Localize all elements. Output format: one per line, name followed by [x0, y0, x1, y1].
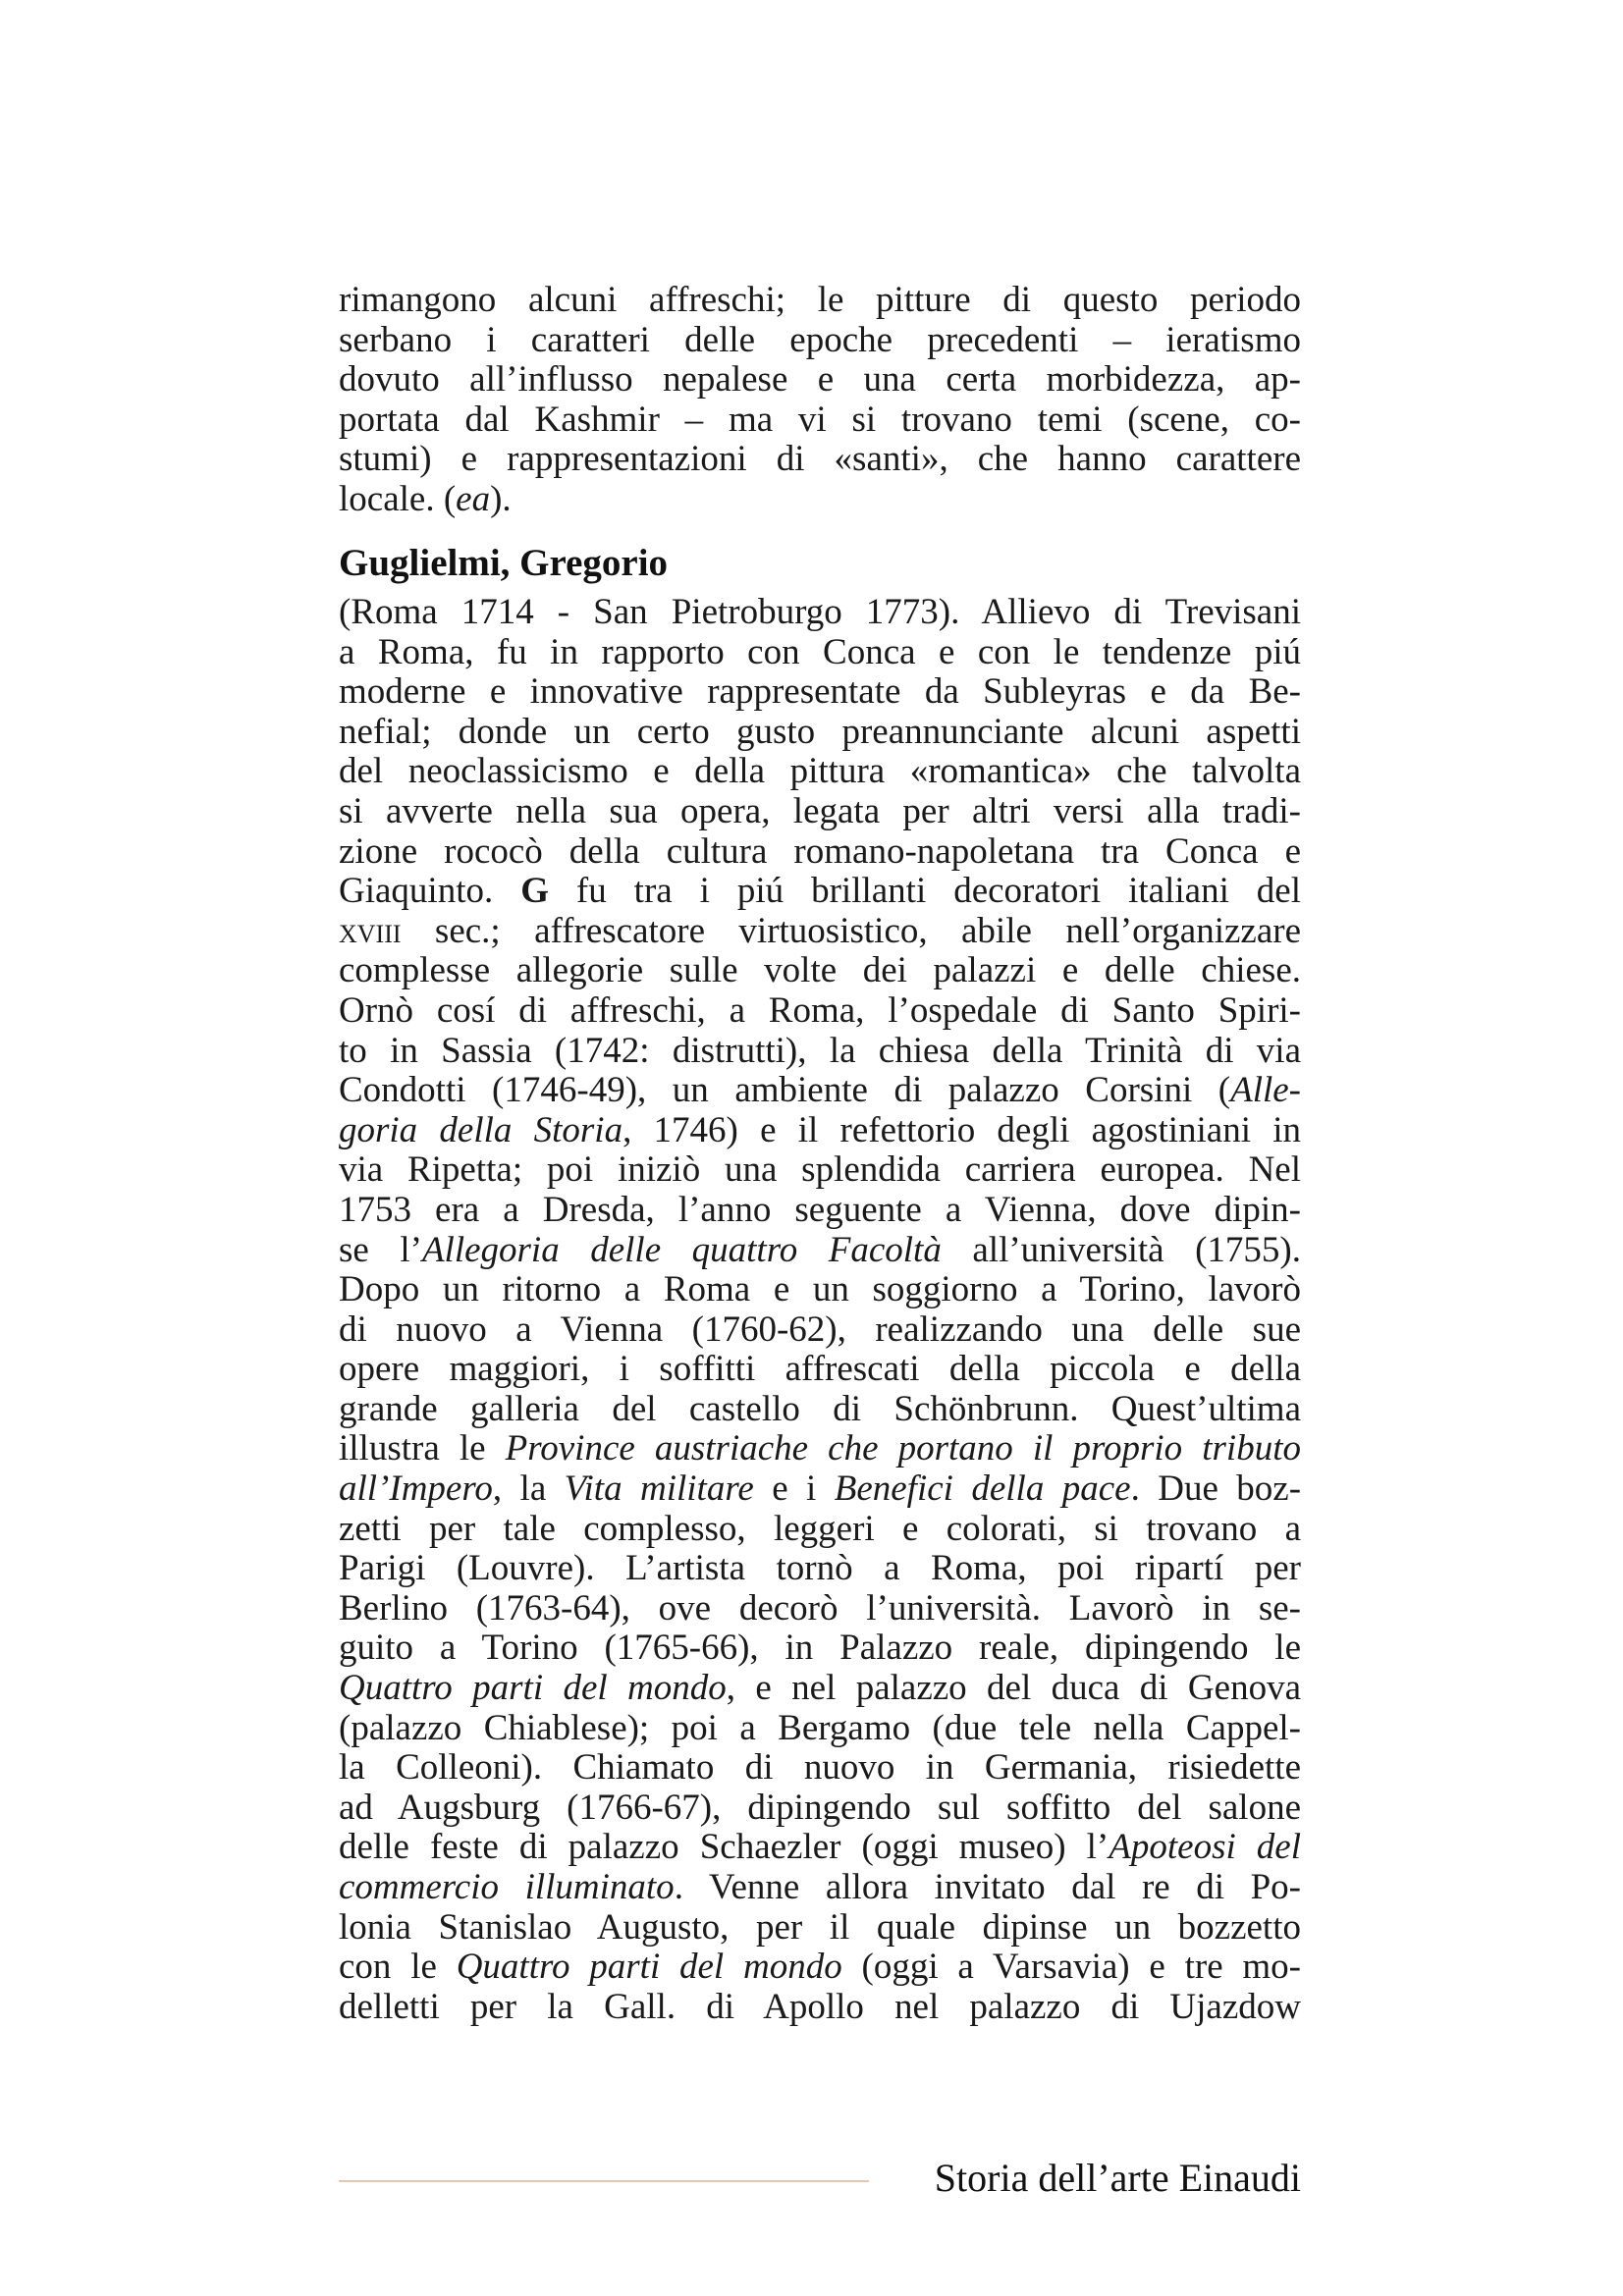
text-line: ad Augsburg (1766-67), dipingendo sul soffitto del salone — [339, 1787, 1301, 1828]
text-line: illustra le Province austriache che portano il proprio tributo — [339, 1428, 1301, 1469]
text-line: la Colleoni). Chiamato di nuovo in Germania, risiedette — [339, 1747, 1301, 1789]
text-line: opere maggiori, i soffitti affrescati della piccola e della — [339, 1349, 1301, 1390]
text-line: rimangono alcuni affreschi; le pitture di questo periodo — [339, 280, 1301, 320]
text-line: (Roma 1714 - San Pietroburgo 1773). Allievo di Trevisani — [339, 592, 1301, 632]
text-line: commercio illuminato. Venne allora invitato dal re di Po- — [339, 1867, 1301, 1907]
text-line: Parigi (Louvre). L’artista tornò a Roma, poi ripartí per — [339, 1548, 1301, 1589]
text-line: Giaquinto. G fu tra i piú brillanti decoratori italiani del — [339, 871, 1302, 912]
entry-body — [339, 593, 1301, 2027]
text-line: si avverte nella sua opera, legata per altri versi alla tradi- — [339, 790, 1301, 831]
text-line: Berlino (1763-64), ove decorò l’università. Lavorò in se- — [339, 1587, 1301, 1629]
entry-title: Guglielmi, Gregorio — [339, 542, 669, 584]
text-line: locale. (ea). — [339, 478, 512, 519]
text-line: zione rococò della cultura romano-napoletana tra Conca e — [339, 830, 1301, 872]
text-line: goria della Storia, 1746) e il refettorio degli agostiniani in — [339, 1109, 1301, 1150]
text-line: lonia Stanislao Augusto, per il quale dipinse un bozzetto — [339, 1906, 1301, 1948]
text-line: (palazzo Chiablese); poi a Bergamo (due tele nella Cappel- — [339, 1707, 1301, 1748]
text-line: di nuovo a Vienna (1760-62), realizzando una delle sue — [339, 1308, 1301, 1350]
footer-rule — [339, 2180, 869, 2182]
previous-entry-continuation — [339, 281, 1301, 520]
text-line: delle feste di palazzo Schaezler (oggi museo) l’Apoteosi del — [339, 1827, 1301, 1868]
text-line: se l’Allegoria delle quattro Facoltà all’università (1755). — [339, 1229, 1301, 1270]
text-line: delletti per la Gall. di Apollo nel palazzo di Ujazdow — [339, 1986, 1301, 2027]
text-line: xviii sec.; affrescatore virtuosistico, abile nell’organizzare — [339, 910, 1301, 951]
text-line: dovuto all’influsso nepalese e una certa morbidezza, ap- — [339, 359, 1301, 400]
text-line: stumi) e rappresentazioni di «santi», che hanno carattere — [339, 439, 1301, 480]
text-line: serbano i caratteri delle epoche precedenti – ieratismo — [339, 319, 1301, 360]
text-line: via Ripetta; poi iniziò una splendida carriera europea. Nel — [339, 1149, 1301, 1191]
text-line: grande galleria del castello di Schönbrunn. Quest’ultima — [339, 1388, 1301, 1429]
text-line: del neoclassicismo e della pittura «romantica» che talvolta — [339, 751, 1301, 792]
text-line: a Roma, fu in rapporto con Conca e con le tendenze piú — [339, 631, 1301, 672]
text-line: all’Impero, la Vita militare e i Benefici della pace. Due boz- — [339, 1468, 1302, 1510]
text-line: portata dal Kashmir – ma vi si trovano temi (scene, co- — [339, 399, 1301, 440]
footer-publication: Storia dell’arte Einaudi — [934, 2156, 1301, 2200]
text-line: moderne e innovative rappresentate da Subleyras e da Be- — [339, 671, 1301, 713]
text-line: Ornò cosí di affreschi, a Roma, l’ospedale di Santo Spiri- — [339, 989, 1301, 1031]
text-line: zetti per tale complesso, leggeri e colorati, si trovano a — [339, 1508, 1301, 1549]
text-line: con le Quattro parti del mondo (oggi a Varsavia) e tre mo- — [339, 1947, 1302, 1988]
text-line: nefial; donde un certo gusto preannunciante alcuni aspetti — [339, 711, 1301, 752]
text-line: guito a Torino (1765-66), in Palazzo reale, dipingendo le — [339, 1628, 1301, 1669]
text-line: to in Sassia (1742: distrutti), la chiesa della Trinità di via — [339, 1030, 1301, 1071]
text-line: complesse allegorie sulle volte dei palazzi e delle chiese. — [339, 950, 1301, 991]
text-line: 1753 era a Dresda, l’anno seguente a Vienna, dove dipin- — [339, 1189, 1301, 1230]
text-line: Dopo un ritorno a Roma e un soggiorno a Torino, lavorò — [339, 1269, 1301, 1310]
text-line: Condotti (1746-49), un ambiente di palazzo Corsini (Alle- — [339, 1070, 1301, 1111]
text-line: Quattro parti del mondo, e nel palazzo del duca di Genova — [339, 1668, 1301, 1709]
